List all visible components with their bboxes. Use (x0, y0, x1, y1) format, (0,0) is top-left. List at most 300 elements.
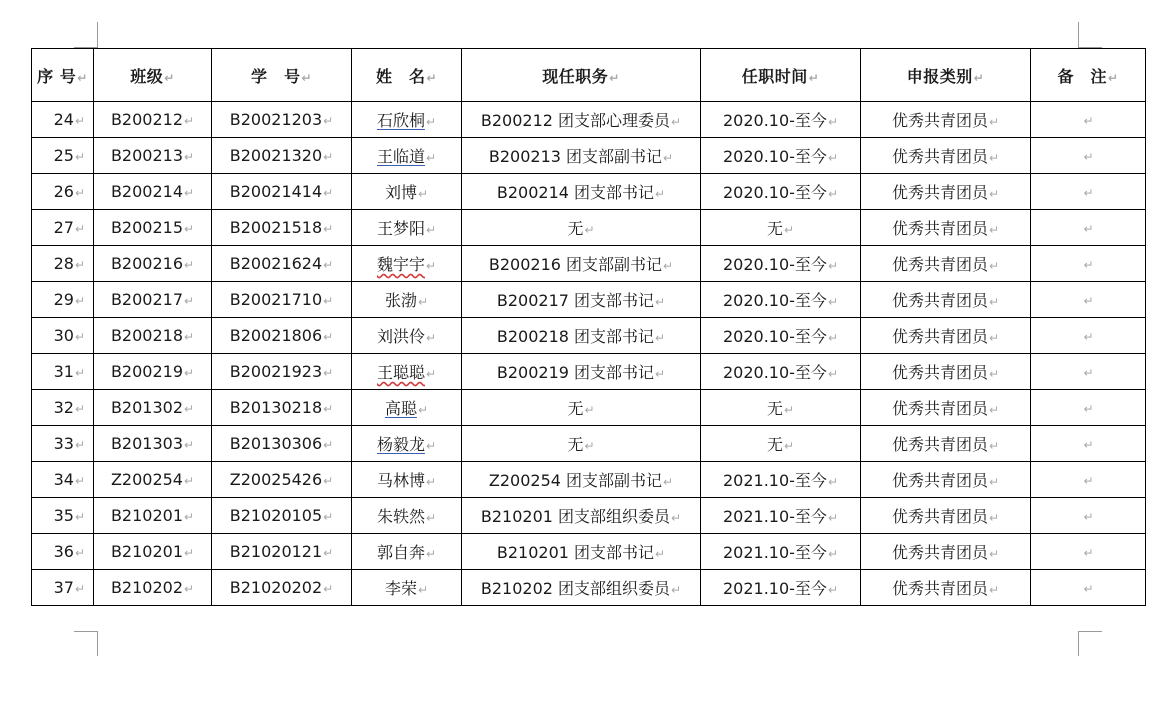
cell-student-id-text: B20021710 (229, 290, 323, 309)
cell-name[interactable] (352, 282, 462, 318)
cell-no[interactable] (32, 138, 94, 174)
paragraph-mark-icon: ↵ (417, 187, 429, 201)
cell-student-id-text: B20021203 (229, 110, 323, 129)
cell-position-text: 无 (567, 399, 584, 418)
cell-remark[interactable] (1031, 102, 1146, 138)
cell-student-id[interactable] (212, 174, 352, 210)
paragraph-mark-icon: ↵ (425, 331, 437, 345)
cell-name[interactable] (352, 102, 462, 138)
cell-class-text: B200216 (110, 254, 183, 273)
paragraph-mark-icon: ↵ (425, 223, 437, 237)
table-row (32, 462, 1146, 498)
cell-student-id-text: B20021414 (229, 182, 323, 201)
cell-name-text: 马林博 (376, 471, 425, 490)
paragraph-mark-icon: ↵ (323, 546, 334, 560)
cell-no[interactable] (32, 210, 94, 246)
header-label: 姓 名 (375, 66, 426, 86)
table-row (32, 318, 1146, 354)
cell-position[interactable] (462, 282, 701, 318)
cell-no[interactable] (32, 426, 94, 462)
cell-name[interactable] (352, 246, 462, 282)
paragraph-mark-icon: ↵ (74, 474, 85, 488)
paragraph-mark-icon: ↵ (1083, 366, 1094, 380)
header-cell-name[interactable] (352, 49, 462, 102)
cell-name[interactable] (352, 210, 462, 246)
cell-student-id-text: B20021923 (229, 362, 323, 381)
header-cell-term[interactable] (701, 49, 861, 102)
cell-term[interactable] (701, 534, 861, 570)
cell-position[interactable] (462, 426, 701, 462)
cell-remark[interactable] (1031, 462, 1146, 498)
cell-term-text: 无 (766, 399, 783, 418)
cell-position-text: 无 (567, 219, 584, 238)
cell-name[interactable] (352, 390, 462, 426)
paragraph-mark-icon: ↵ (988, 367, 1000, 381)
cell-position-text: B200219 团支部书记 (496, 363, 655, 382)
cell-student-id[interactable] (212, 138, 352, 174)
paragraph-mark-icon: ↵ (988, 115, 1000, 129)
cell-category[interactable] (861, 210, 1031, 246)
header-cell-remark[interactable] (1031, 49, 1146, 102)
cell-category[interactable] (861, 462, 1031, 498)
cell-name[interactable] (352, 570, 462, 606)
cell-student-id[interactable] (212, 282, 352, 318)
paragraph-mark-icon: ↵ (1083, 222, 1094, 236)
cell-student-id-text: B20021518 (229, 218, 323, 237)
paragraph-mark-icon: ↵ (1083, 150, 1094, 164)
table-body (32, 102, 1146, 606)
cell-position[interactable] (462, 354, 701, 390)
cell-position[interactable] (462, 210, 701, 246)
cell-term-text: 2021.10-至今 (722, 543, 827, 562)
cell-term[interactable] (701, 282, 861, 318)
cell-category[interactable] (861, 138, 1031, 174)
paragraph-mark-icon: ↵ (323, 114, 334, 128)
cell-category[interactable] (861, 390, 1031, 426)
paragraph-mark-icon: ↵ (74, 186, 85, 200)
paragraph-mark-icon: ↵ (827, 367, 838, 381)
cell-class[interactable] (94, 570, 212, 606)
table-row (32, 426, 1146, 462)
header-cell-class[interactable] (94, 49, 212, 102)
cell-remark[interactable] (1031, 426, 1146, 462)
paragraph-mark-icon: ↵ (183, 474, 195, 488)
header-cell-no[interactable] (32, 49, 94, 102)
paragraph-mark-icon: ↵ (74, 222, 85, 236)
cell-category[interactable] (861, 246, 1031, 282)
paragraph-mark-icon: ↵ (184, 222, 195, 236)
cell-class-text: B210201 (110, 542, 183, 561)
cell-position[interactable] (462, 174, 701, 210)
paragraph-mark-icon: ↵ (425, 439, 437, 453)
paragraph-mark-icon: ↵ (425, 547, 437, 561)
paragraph-mark-icon: ↵ (184, 330, 195, 344)
cell-student-id[interactable] (212, 570, 352, 606)
cell-class-text: B201303 (110, 434, 183, 453)
cell-position-text: B200216 团支部副书记 (488, 255, 663, 274)
cell-position-text: B210201 团支部书记 (496, 543, 655, 562)
cell-no[interactable] (32, 174, 94, 210)
cell-category-text: 优秀共青团员 (891, 327, 988, 346)
cell-category[interactable] (861, 426, 1031, 462)
cell-name-text: 魏宇宇 (376, 255, 425, 274)
cell-name[interactable] (352, 462, 462, 498)
cell-no[interactable] (32, 498, 94, 534)
paragraph-mark-icon: ↵ (184, 546, 195, 560)
cell-student-id[interactable] (212, 390, 352, 426)
cell-position[interactable] (462, 462, 701, 498)
paragraph-mark-icon: ↵ (1083, 510, 1094, 524)
cell-term[interactable] (701, 462, 861, 498)
cell-position-text: B200218 团支部书记 (496, 327, 655, 346)
cell-term-text: 2021.10-至今 (722, 507, 827, 526)
crop-mark-bottom-left (74, 631, 98, 656)
paragraph-mark-icon: ↵ (417, 403, 429, 417)
cell-name-text: 刘博 (384, 183, 417, 202)
paragraph-mark-icon: ↵ (74, 114, 85, 128)
cell-student-id[interactable] (212, 102, 352, 138)
cell-position[interactable] (462, 102, 701, 138)
cell-position-text: B210201 团支部组织委员 (480, 507, 671, 526)
crop-mark-top-right (1078, 22, 1102, 48)
paragraph-mark-icon: ↵ (425, 259, 437, 273)
paragraph-mark-icon: ↵ (671, 511, 682, 525)
header-row (32, 49, 1146, 102)
cell-no-text: 27 (53, 218, 74, 237)
cell-name[interactable] (352, 318, 462, 354)
cell-position-text: B200212 团支部心理委员 (480, 111, 671, 130)
header-label: 班级 (130, 66, 164, 86)
cell-term[interactable] (701, 498, 861, 534)
cell-name[interactable] (352, 534, 462, 570)
cell-student-id[interactable] (212, 210, 352, 246)
cell-name-text: 杨毅龙 (376, 435, 425, 454)
cell-name[interactable] (352, 498, 462, 534)
cell-class[interactable] (94, 354, 212, 390)
paragraph-mark-icon: ↵ (74, 582, 85, 596)
cell-term[interactable] (701, 426, 861, 462)
header-label: 学 号 (250, 66, 301, 86)
cell-category-text: 优秀共青团员 (891, 363, 988, 382)
cell-category[interactable] (861, 498, 1031, 534)
paragraph-mark-icon: ↵ (827, 511, 838, 525)
paragraph-mark-icon: ↵ (425, 115, 437, 129)
cell-position-text: B200214 团支部书记 (496, 183, 655, 202)
cell-name-text: 郭自奔 (376, 543, 425, 562)
header-label: 现任职务 (542, 66, 609, 86)
paragraph-mark-icon: ↵ (323, 258, 334, 272)
paragraph-mark-icon: ↵ (417, 295, 429, 309)
cell-name[interactable] (352, 426, 462, 462)
cell-class[interactable] (94, 462, 212, 498)
paragraph-mark-icon: ↵ (1083, 258, 1094, 272)
paragraph-mark-icon: ↵ (323, 438, 334, 452)
cell-remark[interactable] (1031, 354, 1146, 390)
cell-class[interactable] (94, 102, 212, 138)
cell-class-text: B210202 (110, 578, 183, 597)
paragraph-mark-icon: ↵ (164, 70, 175, 85)
cell-remark[interactable] (1031, 390, 1146, 426)
cell-student-id[interactable] (212, 426, 352, 462)
paragraph-mark-icon: ↵ (1083, 546, 1094, 560)
cell-remark[interactable] (1031, 534, 1146, 570)
cell-remark[interactable] (1031, 138, 1146, 174)
cell-position-text: B210202 团支部组织委员 (480, 579, 671, 598)
cell-term[interactable] (701, 246, 861, 282)
paragraph-mark-icon: ↵ (988, 331, 1000, 345)
paragraph-mark-icon: ↵ (1083, 330, 1094, 344)
cell-class[interactable] (94, 282, 212, 318)
cell-class[interactable] (94, 390, 212, 426)
paragraph-mark-icon: ↵ (655, 367, 666, 381)
paragraph-mark-icon: ↵ (655, 295, 666, 309)
cell-remark[interactable] (1031, 570, 1146, 606)
cell-position[interactable] (462, 498, 701, 534)
cell-class[interactable] (94, 246, 212, 282)
cell-position[interactable] (462, 534, 701, 570)
paragraph-mark-icon: ↵ (417, 583, 429, 597)
cell-position[interactable] (462, 390, 701, 426)
cell-term[interactable] (701, 318, 861, 354)
paragraph-mark-icon: ↵ (663, 475, 674, 489)
paragraph-mark-icon: ↵ (584, 223, 595, 237)
cell-student-id-text: B20021806 (229, 326, 323, 345)
table-row (32, 570, 1146, 606)
cell-position-text: Z200254 团支部副书记 (488, 471, 663, 490)
cell-name-text: 朱轶然 (376, 507, 425, 526)
paragraph-mark-icon: ↵ (323, 582, 334, 596)
table-row (32, 210, 1146, 246)
cell-class[interactable] (94, 426, 212, 462)
cell-term[interactable] (701, 138, 861, 174)
paragraph-mark-icon: ↵ (655, 187, 666, 201)
paragraph-mark-icon: ↵ (671, 583, 682, 597)
cell-term-text: 2020.10-至今 (722, 111, 827, 130)
cell-student-id[interactable] (212, 498, 352, 534)
header-cell-student-id[interactable] (212, 49, 352, 102)
cell-student-id[interactable] (212, 354, 352, 390)
paragraph-mark-icon: ↵ (988, 511, 1000, 525)
paragraph-mark-icon: ↵ (184, 114, 195, 128)
cell-class-text: B210201 (110, 506, 183, 525)
paragraph-mark-icon: ↵ (584, 439, 595, 453)
cell-no-text: 34 (53, 470, 74, 489)
cell-no[interactable] (32, 282, 94, 318)
cell-remark[interactable] (1031, 210, 1146, 246)
cell-student-id-text: B21020202 (229, 578, 323, 597)
cell-no-text: 26 (53, 182, 74, 201)
cell-term[interactable] (701, 570, 861, 606)
cell-no[interactable] (32, 570, 94, 606)
paragraph-mark-icon: ↵ (1083, 582, 1094, 596)
cell-term-text: 2021.10-至今 (722, 471, 827, 490)
paragraph-mark-icon: ↵ (808, 70, 820, 85)
cell-category-text: 优秀共青团员 (891, 507, 988, 526)
paragraph-mark-icon: ↵ (74, 510, 85, 524)
paragraph-mark-icon: ↵ (74, 330, 85, 344)
table-row (32, 174, 1146, 210)
cell-term-text: 无 (766, 435, 783, 454)
cell-name[interactable] (352, 138, 462, 174)
cell-category-text: 优秀共青团员 (891, 183, 988, 202)
paragraph-mark-icon: ↵ (323, 294, 334, 308)
cell-category-text: 优秀共青团员 (891, 579, 988, 598)
cell-position-text: B200217 团支部书记 (496, 291, 655, 310)
cell-no[interactable] (32, 354, 94, 390)
cell-no[interactable] (32, 102, 94, 138)
paragraph-mark-icon: ↵ (184, 258, 195, 272)
crop-mark-top-left (74, 22, 98, 48)
cell-no[interactable] (32, 390, 94, 426)
paragraph-mark-icon: ↵ (1083, 294, 1094, 308)
paragraph-mark-icon: ↵ (584, 403, 595, 417)
cell-position[interactable] (462, 570, 701, 606)
roster-table (31, 48, 1146, 606)
cell-remark[interactable] (1031, 246, 1146, 282)
paragraph-mark-icon: ↵ (988, 439, 1000, 453)
paragraph-mark-icon: ↵ (1083, 438, 1094, 452)
paragraph-mark-icon: ↵ (184, 510, 195, 524)
cell-class-text: B200215 (110, 218, 183, 237)
cell-term[interactable] (701, 390, 861, 426)
cell-no[interactable] (32, 462, 94, 498)
cell-remark[interactable] (1031, 174, 1146, 210)
cell-no-text: 30 (53, 326, 74, 345)
cell-category[interactable] (861, 318, 1031, 354)
header-cell-position[interactable] (462, 49, 701, 102)
cell-name-text: 张渤 (384, 291, 417, 310)
cell-class-text: B201302 (110, 398, 183, 417)
cell-class[interactable] (94, 210, 212, 246)
cell-term-text: 2020.10-至今 (722, 363, 827, 382)
paragraph-mark-icon: ↵ (988, 475, 1000, 489)
cell-category-text: 优秀共青团员 (891, 147, 988, 166)
paragraph-mark-icon: ↵ (184, 366, 195, 380)
cell-student-id-text: B20130306 (229, 434, 323, 453)
cell-no-text: 37 (53, 578, 74, 597)
cell-position[interactable] (462, 246, 701, 282)
cell-category[interactable] (861, 174, 1031, 210)
cell-class[interactable] (94, 318, 212, 354)
paragraph-mark-icon: ↵ (74, 258, 85, 272)
cell-term[interactable] (701, 354, 861, 390)
paragraph-mark-icon: ↵ (323, 330, 334, 344)
cell-student-id[interactable] (212, 318, 352, 354)
paragraph-mark-icon: ↵ (988, 223, 1000, 237)
cell-class[interactable] (94, 534, 212, 570)
cell-category[interactable] (861, 354, 1031, 390)
cell-class[interactable] (94, 138, 212, 174)
cell-remark[interactable] (1031, 282, 1146, 318)
cell-remark[interactable] (1031, 318, 1146, 354)
cell-class[interactable] (94, 498, 212, 534)
paragraph-mark-icon: ↵ (323, 366, 334, 380)
cell-student-id-text: B21020105 (229, 506, 323, 525)
cell-term[interactable] (701, 174, 861, 210)
table-row (32, 390, 1146, 426)
cell-student-id[interactable] (212, 462, 352, 498)
paragraph-mark-icon: ↵ (77, 70, 88, 85)
cell-no[interactable] (32, 318, 94, 354)
table-row (32, 354, 1146, 390)
header-label: 序 号 (37, 66, 77, 86)
cell-no-text: 24 (53, 110, 74, 129)
cell-no-text: 32 (53, 398, 74, 417)
paragraph-mark-icon: ↵ (827, 259, 838, 273)
paragraph-mark-icon: ↵ (323, 150, 334, 164)
paragraph-mark-icon: ↵ (663, 259, 674, 273)
paragraph-mark-icon: ↵ (655, 547, 666, 561)
paragraph-mark-icon: ↵ (1083, 474, 1094, 488)
paragraph-mark-icon: ↵ (1083, 186, 1094, 200)
cell-no-text: 36 (53, 542, 74, 561)
cell-student-id-text: Z20025426 (229, 470, 323, 489)
cell-remark[interactable] (1031, 498, 1146, 534)
paragraph-mark-icon: ↵ (827, 187, 838, 201)
paragraph-mark-icon: ↵ (1083, 114, 1094, 128)
cell-no-text: 31 (53, 362, 74, 381)
cell-term[interactable] (701, 210, 861, 246)
paragraph-mark-icon: ↵ (184, 150, 195, 164)
cell-no[interactable] (32, 246, 94, 282)
cell-name[interactable] (352, 174, 462, 210)
paragraph-mark-icon: ↵ (827, 331, 838, 345)
paragraph-mark-icon: ↵ (184, 186, 195, 200)
cell-category-text: 优秀共青团员 (891, 435, 988, 454)
paragraph-mark-icon: ↵ (184, 438, 195, 452)
cell-no[interactable] (32, 534, 94, 570)
cell-position[interactable] (462, 318, 701, 354)
cell-student-id[interactable] (212, 534, 352, 570)
cell-class[interactable] (94, 174, 212, 210)
cell-category[interactable] (861, 102, 1031, 138)
cell-name-text: 王梦阳 (376, 219, 425, 238)
paragraph-mark-icon: ↵ (827, 475, 838, 489)
cell-category[interactable] (861, 570, 1031, 606)
cell-position-text: 无 (567, 435, 584, 454)
cell-student-id[interactable] (212, 246, 352, 282)
paragraph-mark-icon: ↵ (301, 70, 313, 85)
paragraph-mark-icon: ↵ (425, 511, 437, 525)
cell-term[interactable] (701, 102, 861, 138)
paragraph-mark-icon: ↵ (783, 439, 795, 453)
cell-no-text: 29 (53, 290, 74, 309)
cell-category-text: 优秀共青团员 (891, 111, 988, 130)
paragraph-mark-icon: ↵ (988, 403, 1000, 417)
cell-category-text: 优秀共青团员 (891, 219, 988, 238)
paragraph-mark-icon: ↵ (609, 70, 620, 85)
cell-name-text: 王聪聪 (376, 363, 425, 382)
cell-name[interactable] (352, 354, 462, 390)
cell-student-id-text: B20130218 (229, 398, 323, 417)
cell-category-text: 优秀共青团员 (891, 291, 988, 310)
paragraph-mark-icon: ↵ (827, 151, 838, 165)
paragraph-mark-icon: ↵ (426, 70, 438, 85)
cell-category[interactable] (861, 534, 1031, 570)
paragraph-mark-icon: ↵ (988, 151, 1000, 165)
paragraph-mark-icon: ↵ (74, 402, 85, 416)
cell-position[interactable] (462, 138, 701, 174)
paragraph-mark-icon: ↵ (783, 223, 795, 237)
cell-no-text: 35 (53, 506, 74, 525)
cell-class-text: B200212 (110, 110, 183, 129)
header-cell-category[interactable] (861, 49, 1031, 102)
paragraph-mark-icon: ↵ (323, 222, 334, 236)
cell-student-id-text: B20021320 (229, 146, 323, 165)
cell-term-text: 2021.10-至今 (722, 579, 827, 598)
paragraph-mark-icon: ↵ (1083, 402, 1094, 416)
cell-category[interactable] (861, 282, 1031, 318)
